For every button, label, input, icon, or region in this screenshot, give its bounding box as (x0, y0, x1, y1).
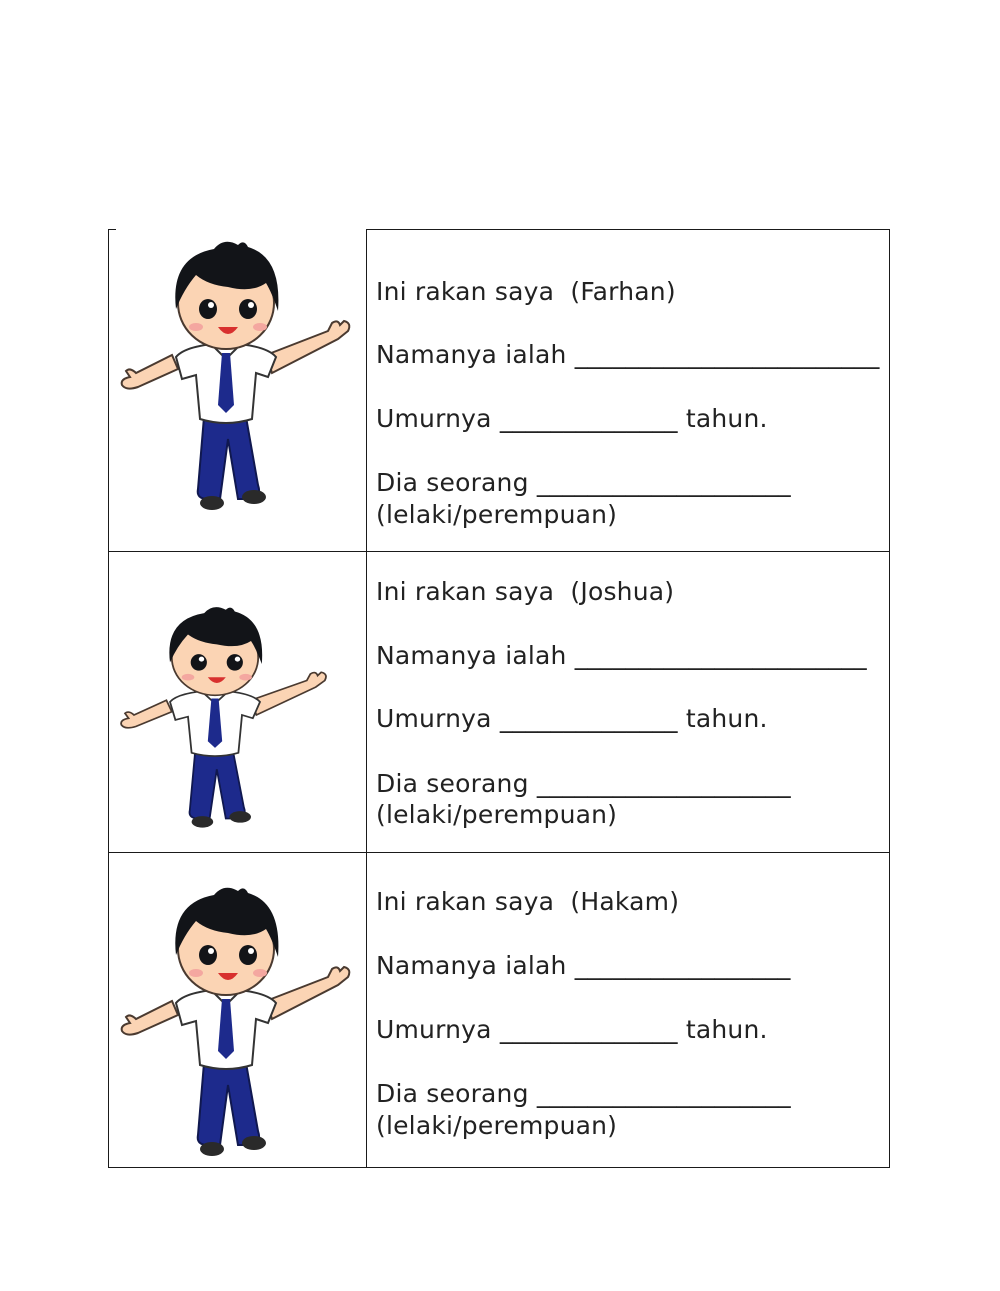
gender-line: Dia seorang ____________________ (376, 1079, 791, 1108)
schoolboy-icon (116, 227, 356, 519)
friend-intro-line: Ini rakan saya (Farhan) (376, 277, 676, 306)
name-blank[interactable]: _______________________ (574, 641, 867, 670)
schoolboy-icon (116, 595, 332, 835)
age-blank[interactable]: ______________ (499, 404, 678, 433)
gender-blank[interactable]: ____________________ (536, 769, 791, 798)
gender-options: (lelaki/perempuan) (376, 1111, 618, 1140)
age-line: Umurnya ______________ tahun. (376, 404, 768, 433)
age-line: Umurnya ______________ tahun. (376, 704, 768, 733)
gender-blank[interactable]: ____________________ (536, 1079, 791, 1108)
name-line: Namanya ialah _________________ (376, 951, 791, 980)
gender-blank[interactable]: ____________________ (536, 468, 791, 497)
name-blank[interactable]: ________________________ (574, 340, 880, 369)
age-blank[interactable]: ______________ (499, 1015, 678, 1044)
friend-name: (Hakam) (570, 887, 680, 916)
worksheet-table (108, 229, 890, 1168)
gender-options: (lelaki/perempuan) (376, 800, 618, 829)
name-line: Namanya ialah ________________________ (376, 340, 880, 369)
gender-line: Dia seorang ____________________ (376, 468, 791, 497)
age-blank[interactable]: ______________ (499, 704, 678, 733)
friend-name: (Farhan) (570, 277, 676, 306)
gender-line: Dia seorang ____________________ (376, 769, 791, 798)
name-blank[interactable]: _________________ (574, 951, 791, 980)
gender-options: (lelaki/perempuan) (376, 500, 618, 529)
friend-name: (Joshua) (570, 577, 675, 606)
friend-intro-line: Ini rakan saya (Joshua) (376, 577, 675, 606)
name-line: Namanya ialah _______________________ (376, 641, 867, 670)
schoolboy-icon (116, 873, 356, 1165)
friend-intro-line: Ini rakan saya (Hakam) (376, 887, 680, 916)
age-line: Umurnya ______________ tahun. (376, 1015, 768, 1044)
